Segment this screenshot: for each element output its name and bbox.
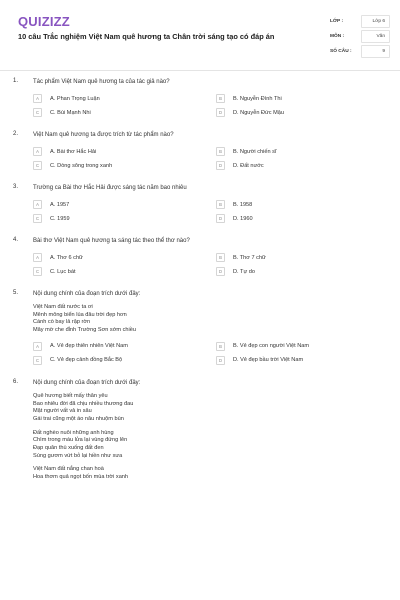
option-letter-box[interactable]: B [216, 342, 225, 351]
answer-options [33, 93, 384, 118]
question-list [0, 78, 400, 488]
option-letter-box[interactable]: A [33, 200, 42, 209]
poem-line: Súng gươm vứt bỏ lại hiền như xưa [33, 452, 123, 459]
meta-value: Văn [361, 30, 390, 43]
question-number: 3. [13, 184, 19, 190]
header-divider [0, 70, 400, 71]
poem-stanza [33, 466, 384, 481]
option-text: D. Tự do [233, 268, 255, 275]
poem-line: Cánh cò bay lả rập rờn [33, 319, 91, 326]
option-text: B. Vẻ đẹp con người Việt Nam [233, 343, 310, 350]
question-text: Tác phẩm Việt Nam quê hương ta của tác giả nào? [33, 79, 170, 85]
poem-line: Mênh mông biển lúa đâu trời đẹp hơn [33, 311, 127, 318]
option-text: C. Dòng sông trong xanh [50, 162, 113, 169]
option-text: C. 1959 [50, 215, 70, 222]
poem-line: Quê hương biết mấy thân yêu [33, 392, 108, 399]
option-text: B. Thơ 7 chữ [233, 254, 266, 261]
poem-line: Mặt người vất vả in sâu [33, 408, 92, 415]
question-number: 5. [13, 290, 19, 296]
answer-option[interactable] [33, 93, 216, 104]
answer-options [33, 146, 384, 171]
poem-stanza [33, 393, 384, 424]
option-text: A. Bài thơ Hắc Hải [50, 148, 97, 155]
option-letter-box[interactable]: A [33, 147, 42, 156]
answer-options [33, 341, 384, 366]
answer-option[interactable] [216, 355, 366, 366]
meta-row-grade [330, 14, 390, 29]
option-text: A. Phan Trọng Luận [50, 95, 100, 102]
poem-line: Hoa thơm quả ngọt bốn mùa trời xanh [33, 474, 129, 481]
poem-line: Việt Nam đất nước ta ơi [33, 304, 93, 310]
answer-option[interactable] [33, 213, 216, 224]
option-letter-box[interactable]: C [33, 161, 42, 170]
meta-row-subject [330, 29, 390, 44]
option-text: C. Lục bát [50, 268, 76, 275]
answer-option[interactable] [216, 252, 366, 263]
question-text: Bài thơ Việt Nam quê hương ta sáng tác theo thể thơ nào? [33, 238, 190, 244]
meta-value: 9 [361, 45, 390, 58]
answer-option[interactable] [216, 341, 366, 352]
question-item [0, 184, 400, 224]
poem-stanza [33, 430, 384, 461]
option-letter-box[interactable]: D [216, 214, 225, 223]
option-letter-box[interactable]: C [33, 267, 42, 276]
answer-option[interactable] [33, 355, 216, 366]
option-text: A. Thơ 6 chữ [50, 254, 83, 261]
option-text: D. 1960 [233, 215, 253, 222]
option-letter-box[interactable]: D [216, 108, 225, 117]
poem-line: Đất nghèo nuôi những anh hùng [33, 429, 114, 436]
option-letter-box[interactable]: D [216, 161, 225, 170]
answer-option[interactable] [33, 160, 216, 171]
option-text: A. 1957 [50, 201, 70, 208]
option-letter-box[interactable]: B [216, 94, 225, 103]
option-text: B. 1958 [233, 201, 253, 208]
option-text: C. Vẻ đẹp cảnh đồng Bắc Bộ [50, 357, 123, 364]
answer-option[interactable] [216, 146, 366, 157]
poem-line: Đạp quân thù xuống đất đen [33, 445, 104, 452]
question-item [0, 78, 400, 118]
question-number: 2. [13, 131, 19, 137]
question-number: 6. [13, 378, 19, 385]
poem-line: Chìm trong máu lửa lại vùng đứng lên [33, 437, 128, 444]
question-item [0, 237, 400, 277]
question-text: Nội dung chính của đoạn trích dưới đây: [33, 379, 141, 386]
meta-value: Lớp 6 [361, 15, 390, 28]
answer-option[interactable] [216, 213, 366, 224]
answer-option[interactable] [216, 93, 366, 104]
option-letter-box[interactable]: C [33, 214, 42, 223]
answer-option[interactable] [216, 199, 366, 210]
option-letter-box[interactable]: D [216, 267, 225, 276]
option-text: D. Vẻ đẹp bầu trời Việt Nam [233, 357, 304, 364]
option-text: B. Người chiến sĩ [233, 148, 277, 155]
answer-options [33, 252, 384, 277]
answer-option[interactable] [33, 146, 216, 157]
poem-stanza [33, 304, 384, 335]
option-letter-box[interactable]: A [33, 253, 42, 262]
question-number: 1. [13, 78, 19, 84]
quizizz-logo[interactable]: QUIZIZZ [18, 14, 70, 29]
question-text: Nội dung chính của đoạn trích dưới đây: [33, 291, 141, 297]
question-item [0, 379, 400, 482]
worksheet-title: 10 câu Trắc nghiệm Việt Nam quê hương ta Chân trời sáng tạo có đáp án [18, 32, 275, 41]
question-item [0, 290, 400, 366]
option-text: B. Nguyễn Đình Thi [233, 95, 282, 102]
answer-option[interactable] [33, 199, 216, 210]
answer-option[interactable] [33, 341, 216, 352]
poem-line: Mây mờ che đỉnh Trường Sơn sớm chiều [33, 327, 136, 334]
poem-line: Việt Nam đất nắng chan hoà [33, 466, 104, 473]
option-letter-box[interactable]: B [216, 200, 225, 209]
meta-label: LỚP : [330, 19, 344, 24]
meta-row-question-count [330, 44, 390, 59]
option-letter-box[interactable]: C [33, 108, 42, 117]
option-letter-box[interactable]: A [33, 342, 42, 351]
answer-option[interactable] [33, 252, 216, 263]
option-text: A. Vẻ đẹp thiên nhiên Việt Nam [50, 343, 128, 350]
question-text: Việt Nam quê hương ta được trích từ tác phẩm nào? [33, 132, 174, 138]
poem-line: Gái trai cũng một áo nâu nhuộm bùn [33, 415, 124, 422]
question-text: Trường ca Bài thơ Hắc Hải được sáng tác năm bao nhiêu [33, 185, 187, 191]
option-letter-box[interactable]: B [216, 147, 225, 156]
option-letter-box[interactable]: D [216, 356, 225, 365]
answer-options [33, 199, 384, 224]
option-text: D. Nguyễn Đức Mậu [233, 109, 284, 116]
option-letter-box[interactable]: A [33, 94, 42, 103]
option-letter-box[interactable]: B [216, 253, 225, 262]
answer-option[interactable] [216, 107, 366, 118]
option-text: C. Bùi Mạnh Nhi [50, 109, 91, 116]
option-letter-box[interactable]: C [33, 356, 42, 365]
poem-line: Bao nhiêu đời đã chịu nhiều thương đau [33, 400, 134, 407]
question-number: 4. [13, 237, 19, 243]
option-text: D. Đất nước [233, 162, 264, 169]
answer-option[interactable] [216, 266, 366, 277]
answer-option[interactable] [33, 107, 216, 118]
question-item [0, 131, 400, 171]
worksheet-meta [330, 14, 390, 59]
meta-label: MÔN : [330, 34, 345, 39]
meta-label: SỐ CÂU : [330, 49, 352, 54]
answer-option[interactable] [216, 160, 366, 171]
poem-passage [33, 304, 384, 335]
answer-option[interactable] [33, 266, 216, 277]
poem-passage [33, 393, 384, 482]
worksheet-header [0, 0, 400, 74]
